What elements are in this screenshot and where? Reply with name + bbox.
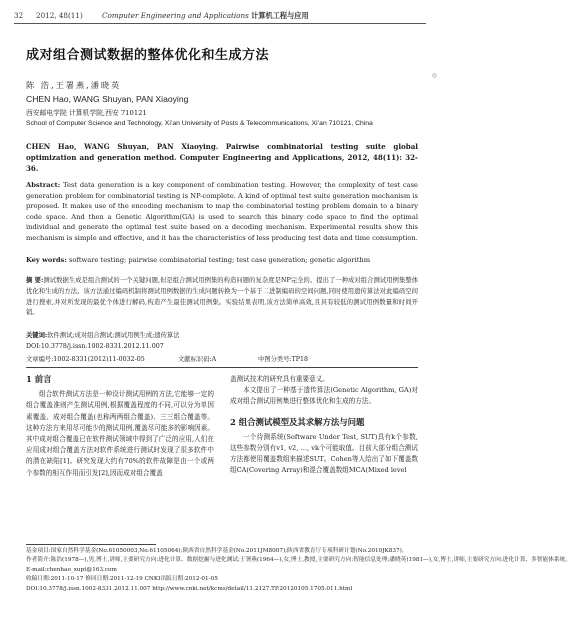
citation-line: CHEN Hao, WANG Shuyan, PAN Xiaoying. Pairwise combinatorial testing suite global optimization and generation method. Computer Engineering and Applications, 2012, 48(11): 32-36.: [26, 142, 418, 173]
abstract-chinese: [26, 276, 418, 319]
affiliation-english: School of Computer Science and Technology, Xi’an University of Posts & Telecommunications, Xi’an 710121, China: [26, 120, 373, 127]
section-2-heading: 2 组合测试模型及其求解方法与问题: [230, 416, 365, 427]
meta-clc: 中图分类号:TP18: [258, 356, 309, 363]
keywords-chinese-text: 软件测试;成对组合测试;测试用例生成;遗传算法: [47, 332, 180, 339]
footnote-email: E-mail:chenhao_xupt@163.com: [26, 566, 117, 573]
journal-name-cn: 计算机工程与应用: [251, 11, 309, 20]
keywords-english-label: Key words:: [26, 256, 67, 264]
right-column-continuation: 盖测试技术的研究具有重要意义。: [230, 375, 329, 383]
section-1-heading: 1 前言: [26, 374, 52, 384]
keywords-chinese: [26, 330, 418, 339]
meta-doi: DOI:10.3778/j.issn.1002-8331.2012.11.007: [26, 343, 164, 350]
abstract-chinese-text: 测试数据生成是组合测试的一个关键问题,但是组合测试用例集的构造问题的复杂度是NP完全的。提出了一种成对组合测试用例集整体优化和生成的方法。该方法通过编码机制将测试用例数据的生成问题转换为一个基于二进制编码的空间问题,同时使用遗传算法对此编码空间进行搜索,并对所发现的最优个体进行解码,构造产生最佳测试用例集。实验结果表明,该方法简单高效,且具有较低的测试用例数量和时间开销。: [26, 277, 418, 317]
authors-chinese: 陈 浩,王署燕,潘晓英: [26, 80, 122, 90]
footnotes: [26, 547, 571, 594]
journal-name: [102, 11, 309, 21]
page-number: 32: [14, 11, 24, 20]
keywords-english: [26, 255, 418, 266]
abstract-chinese-label: 摘 要:: [26, 277, 44, 284]
right-column: [230, 374, 418, 477]
authors-english: CHEN Hao, WANG Shuyan, PAN Xiaoying: [26, 94, 189, 104]
keywords-english-text: software testing; pairwise combinatorial testing; test case generation; genetic algorithm: [66, 256, 371, 264]
footnote-funding: 基金项目:国家自然科学基金(No.61050003,No.61105064);陕西省自然科学基金(No.2011JM8007);陕西省教育厅专项科研计划(No.2010JK837)。: [26, 548, 408, 554]
section-2-paragraph: 一个待测系统(Software Under Test, SUT)具有k个参数,这些参数分别有v1, v2, …, vk个可能取值。目前大部分组合测试方法都使用覆盖数组来描述SUT。Cohen等人给出了如下覆盖数组CA(Covering Array)和混合覆盖数组MCA(Mixed level: [230, 432, 418, 475]
footnote-doi: DOI:10.3778/j.issn.1002-8331.2012.11.007 http://www.cnki.net/kcms/detail/11.2127.TP.20120105.1705.011.html: [26, 585, 353, 592]
abstract-english-text: Test data generation is a key component of combination testing. However, the complexity of test case generation problem for combinatorial testing is NP-complete. A kind of optimal test suite generation mechanism is proposed. It makes use of the encoding mechanism to map the combinatorial testing problem domain to a binary code space. And then a Genetic Algorithm(GA) is used to search this binary code space to find the optimal individual and generate the optimal test suite based on a decoding mechanism. Experimental results show this mechanism is simple and effective, and it has the characteristics of less producing test data and time consumption.: [26, 181, 418, 242]
running-header: [14, 9, 426, 24]
left-column: [26, 374, 214, 479]
meta-article-no: 文章编号:1002-8331(2012)11-0032-05: [26, 356, 145, 363]
divider-line: [26, 367, 418, 368]
abstract-english: [26, 180, 418, 244]
margin-mark: ◎: [431, 72, 437, 79]
volume-issue: 2012, 48(11): [36, 11, 83, 20]
right-column-paragraph: 本文提出了一种基于遗传算法(Genetic Algorithm, GA)对成对组合测试用例集进行整体优化和生成的方法。: [230, 386, 418, 406]
abstract-english-label: Abstract:: [26, 181, 61, 189]
affiliation-chinese: 西安邮电学院 计算机学院,西安 710121: [26, 109, 147, 117]
meta-doc-code: 文献标识码:A: [178, 356, 217, 363]
footnote-authors: 作者简介:陈浩(1978—),男,博士,讲师,主要研究方向:进化计算、数据挖掘与进化测试;王署燕(1964—),女,博士,教授,主要研究方向:智能信息处理;潘晓英(1981—),女,博士,讲师,主要研究方向:进化计算、多智能体系统。: [26, 557, 571, 564]
journal-name-en: Computer Engineering and Applications: [102, 11, 249, 20]
article-title: 成对组合测试数据的整体优化和生成方法: [26, 48, 270, 63]
footnote-dates: 收稿日期:2011-10-17 修回日期:2011-12-19 CNKI出版日期:2012-01-05: [26, 576, 218, 583]
section-1-paragraph: 组合软件测试方法是一种设计测试用例的方法,它能够一定的组合覆盖准则产生测试用例,根据覆盖程度的不同,可以分为单因素覆盖、成对组合覆盖(也称两两组合覆盖)、三三组合覆盖等。这种方法方来用尽可能少的测试用例,覆盖尽可能多的影响因素。其中成对组合覆盖已在软件测试领域中得到了广泛的应用,人们在应用成对组合覆盖方法对软件系统进行测试时发现了很多软件中的潜在缺陷[1]。研究发现大约有70%的软件故障是由一个或两个参数的相互作用而引发[2],因而成对组合覆盖: [26, 390, 214, 477]
keywords-chinese-label: 关键词:: [26, 332, 48, 339]
footnote-divider: [26, 544, 156, 545]
